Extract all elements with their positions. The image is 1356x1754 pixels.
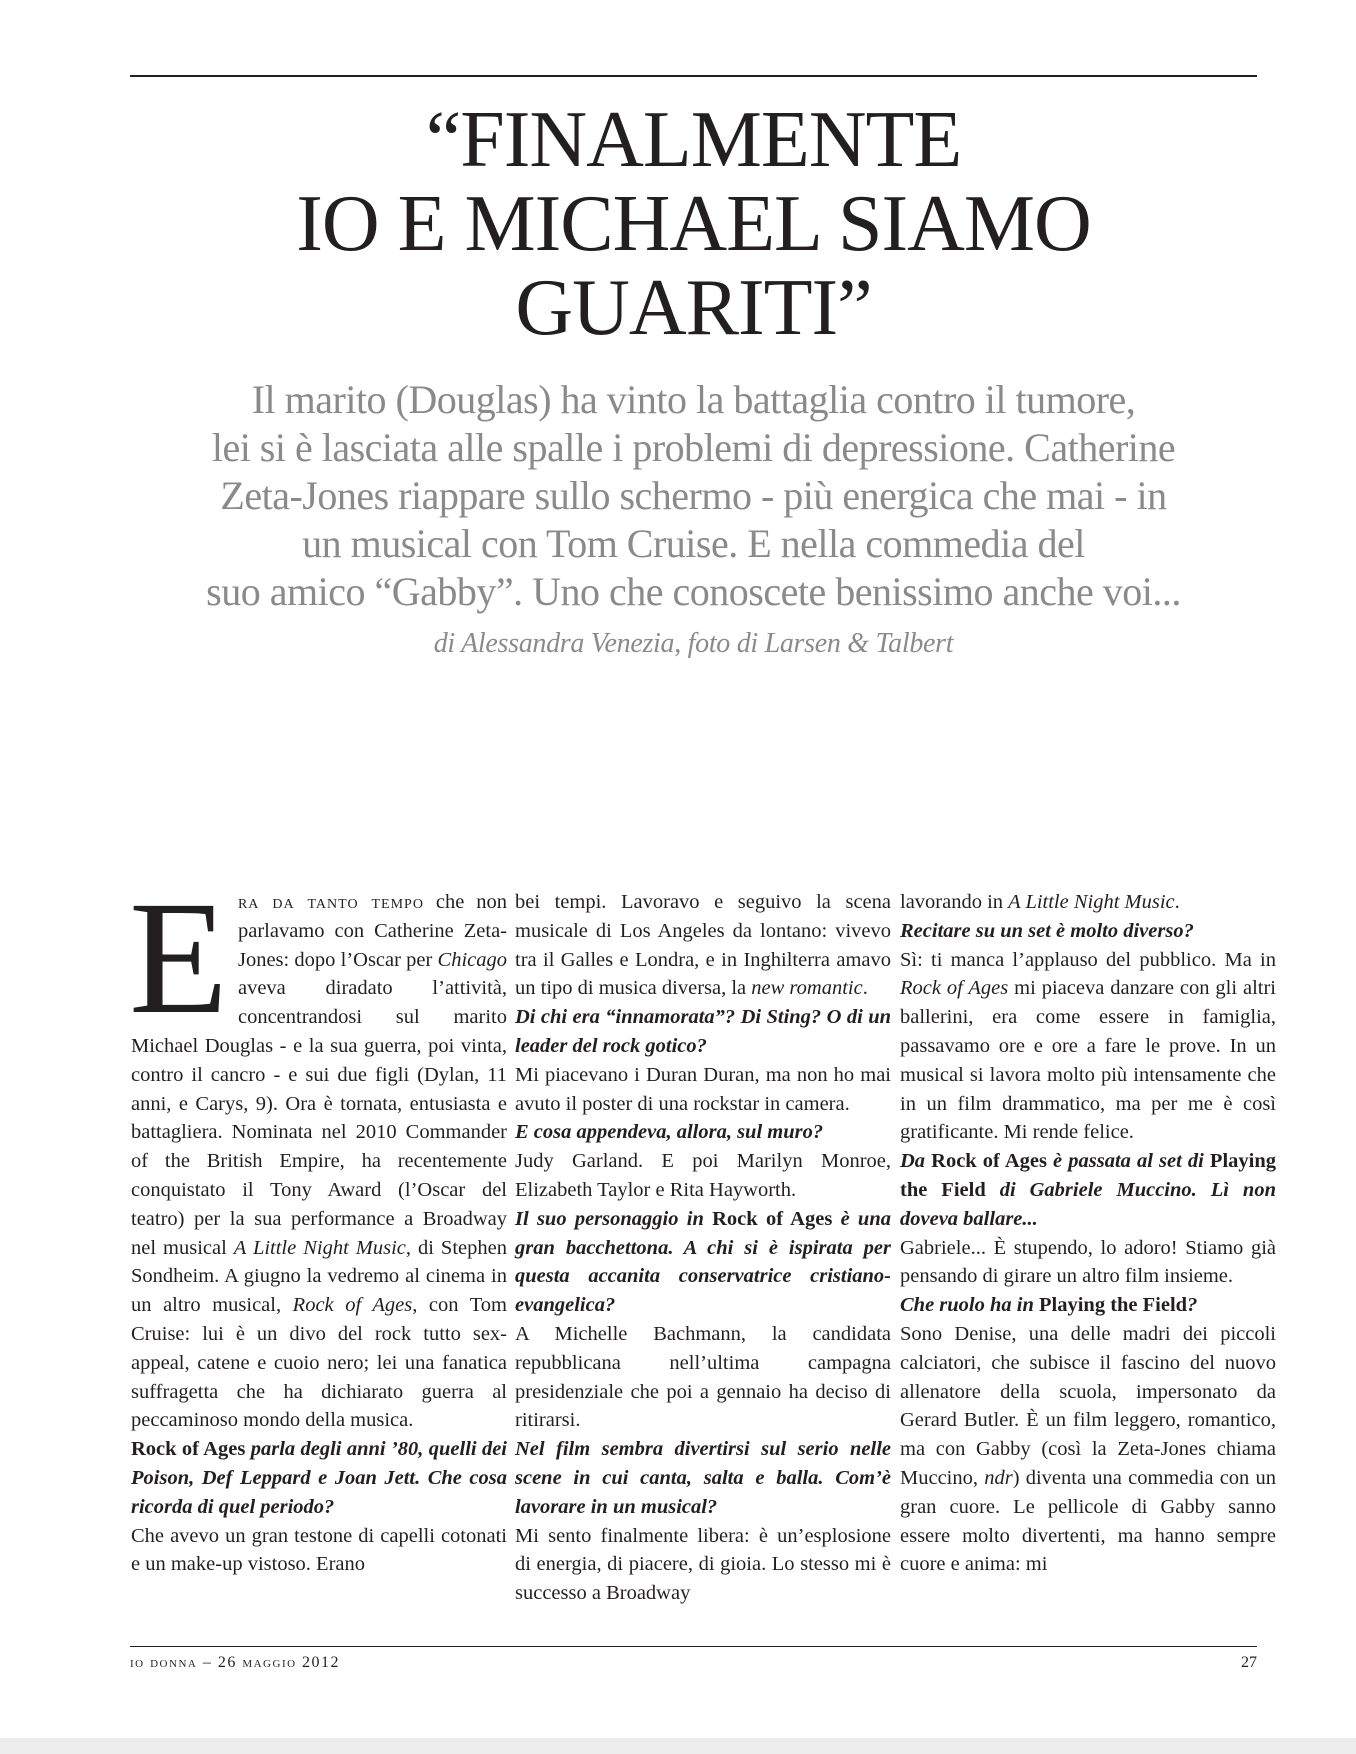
body-text: .	[1174, 891, 1180, 913]
interview-question	[515, 1205, 891, 1320]
interview-answer	[515, 888, 891, 1003]
interview-question	[900, 1147, 1276, 1233]
question-text: Da	[900, 1150, 932, 1173]
question-text: Che ruolo ha in	[900, 1294, 1039, 1317]
title-line-2: IO E MICHAEL SIAMO	[296, 180, 1091, 268]
body-text: .	[862, 977, 868, 1000]
standfirst-line-2: lei si è lasciata alle spalle i problemi di depressione. Catherine	[211, 425, 1176, 470]
body-text: mi piaceva danzare con gli altri ballerini, era come essere in famiglia, passavamo ore e ore a fare le prove. In un musical si lavora molto più intensamente che in un film drammatico, ma per me è così gratificante. Mi rende felice.	[900, 977, 1276, 1144]
film-title: Rock of Ages	[131, 1438, 246, 1461]
standfirst-line-5: suo amico “Gabby”. Uno che conoscete benissimo anche voi...	[206, 569, 1181, 614]
film-title: Rock of Ages	[931, 1150, 1047, 1173]
question-text: ?	[1187, 1294, 1198, 1317]
body-text: bei tempi. Lavoravo e seguivo la scena musicale di Los Angeles da lontano: vivevo tra il Galles e Londra, e in Inghilterra amavo un tipo di musica diversa, la	[515, 891, 891, 1000]
standfirst-line-3: Zeta-Jones riappare sullo schermo - più energica che mai - in	[220, 473, 1167, 518]
genre-term: new romantic	[751, 977, 863, 1000]
standfirst-line-1: Il marito (Douglas) ha vinto la battaglia contro il tumore,	[251, 377, 1136, 422]
film-title: Rock of Ages	[292, 1294, 413, 1317]
editor-note: ndr	[984, 1466, 1013, 1489]
question-text: di Gabriele Muccino. Lì non doveva ballare...	[900, 1178, 1276, 1230]
interview-question	[900, 1291, 1276, 1320]
title-line-1: “FINALMENTE	[425, 96, 962, 184]
interview-answer: Judy Garland. E poi Marilyn Monroe, Elizabeth Taylor e Rita Hayworth.	[515, 1150, 891, 1201]
interview-answer	[900, 1320, 1276, 1579]
film-title: Chicago	[437, 948, 507, 971]
film-title: Playing the Field	[900, 1150, 1276, 1201]
question-text: è una gran bacchettona. A chi si è ispirata per questa accanita conservatrice cristiano-evangelica?	[515, 1207, 891, 1317]
body-text: , di Stephen Sondheim. A giugno la vedremo al cinema in un altro musical,	[131, 1236, 507, 1317]
film-title: A Little Night Music	[233, 1236, 406, 1259]
film-title: Rock of Ages	[900, 977, 1009, 1000]
lead-in: ra da tanto tempo	[237, 891, 424, 913]
interview-answer: Mi sento finalmente libera: è un’esplosione di energia, di piacere, di gioia. Lo stesso mi è successo a Broadway	[515, 1524, 891, 1605]
drop-cap: E	[129, 869, 228, 1048]
byline: di Alessandra Venezia, foto di Larsen & Talbert	[433, 628, 954, 659]
film-title: Playing the Field	[1039, 1294, 1188, 1317]
body-text: Sono Denise, una delle madri dei piccoli calciatori, che subisce il fascino del nuovo allenatore della scuola, impersonato da Gerard Butler. È un film leggero, romantico, ma con Gabby (così la Zeta-Jones chiama Muccino,	[900, 1322, 1276, 1489]
bottom-rule	[130, 1646, 1257, 1647]
title-line-3: GUARITI”	[515, 264, 872, 352]
body-text: , con Tom Cruise: lui è un divo del rock tutto sex-appeal, catene e cuoio nero; lei una fanatica suffragetta che ha dichiarato guerra al peccaminoso mondo della musica.	[131, 1294, 507, 1432]
article-column-1	[129, 869, 507, 1579]
publication-folio: io donna – 26 maggio 2012	[130, 1654, 341, 1671]
standfirst	[140, 376, 1247, 616]
body-text: che non parlavamo con Catherine Zeta-Jones: dopo l’Oscar per	[237, 891, 507, 971]
article-column-3	[900, 888, 1276, 1579]
interview-question: Di chi era “innamorata”? Di Sting? O di un leader del rock gotico?	[515, 1006, 891, 1057]
interview-answer: Mi piacevano i Duran Duran, ma non ho mai avuto il poster di una rockstar in camera.	[515, 1063, 891, 1115]
body-text: Sì: ti manca l’applauso del pubblico. Ma in	[900, 948, 1276, 971]
question-text: Il suo personaggio in	[515, 1207, 713, 1230]
article-column-2	[515, 888, 891, 1608]
interview-answer: Che avevo un gran testone di capelli cotonati e un make-up vistoso. Erano	[131, 1524, 507, 1576]
question-text: è passata al set di	[1046, 1150, 1210, 1173]
top-rule	[130, 75, 1257, 77]
interview-answer: Gabriele... È stupendo, lo adoro! Stiamo già pensando di girare un altro film insieme.	[900, 1236, 1276, 1288]
interview-answer: A Michelle Bachmann, la candidata repubblicana nell’ultima campagna presidenziale che poi a gennaio ha deciso di ritirarsi.	[515, 1322, 891, 1432]
interview-answer	[900, 888, 1276, 917]
interview-question	[131, 1435, 507, 1521]
body-text: aveva diradato l’attività, concentrandosi sul marito Michael Douglas - e la sua guerra, poi vinta, contro il cancro - e sui due figli (Dylan, 11 anni, e Carys, 9). Ora è tornata, entusiasta e battagliera. Nominata nel 2010 Commander of the British Empire, ha recentemente conquistato il Tony Award (l’Oscar del teatro) per la sua performance a Broadway nel musical	[131, 977, 507, 1259]
article-title	[130, 98, 1257, 350]
page-number: 27	[1241, 1654, 1257, 1671]
interview-question: Recitare su un set è molto diverso?	[900, 919, 1194, 942]
interview-question: E cosa appendeva, allora, sul muro?	[515, 1121, 824, 1144]
question-text: parla degli anni ’80, quelli dei Poison, Def Leppard e Joan Jett. Che cosa ricorda di quel periodo?	[131, 1438, 507, 1518]
scan-edge	[0, 1738, 1356, 1754]
film-title: A Little Night Music	[1008, 891, 1175, 913]
standfirst-line-4: un musical con Tom Cruise. E nella commedia del	[302, 521, 1085, 566]
interview-question: Nel film sembra divertirsi sul serio nelle scene in cui canta, salta e balla. Com’è lavorare in un musical?	[515, 1438, 891, 1518]
body-text: lavorando in	[900, 891, 1009, 913]
film-title: Rock of Ages	[712, 1207, 833, 1230]
intro-paragraph	[129, 869, 507, 1435]
body-text: ) diventa una commedia con un gran cuore. Le pellicole di Gabby sanno essere molto divertenti, ma hanno sempre cuore e anima: mi	[900, 1466, 1277, 1576]
interview-answer	[900, 946, 1276, 1148]
